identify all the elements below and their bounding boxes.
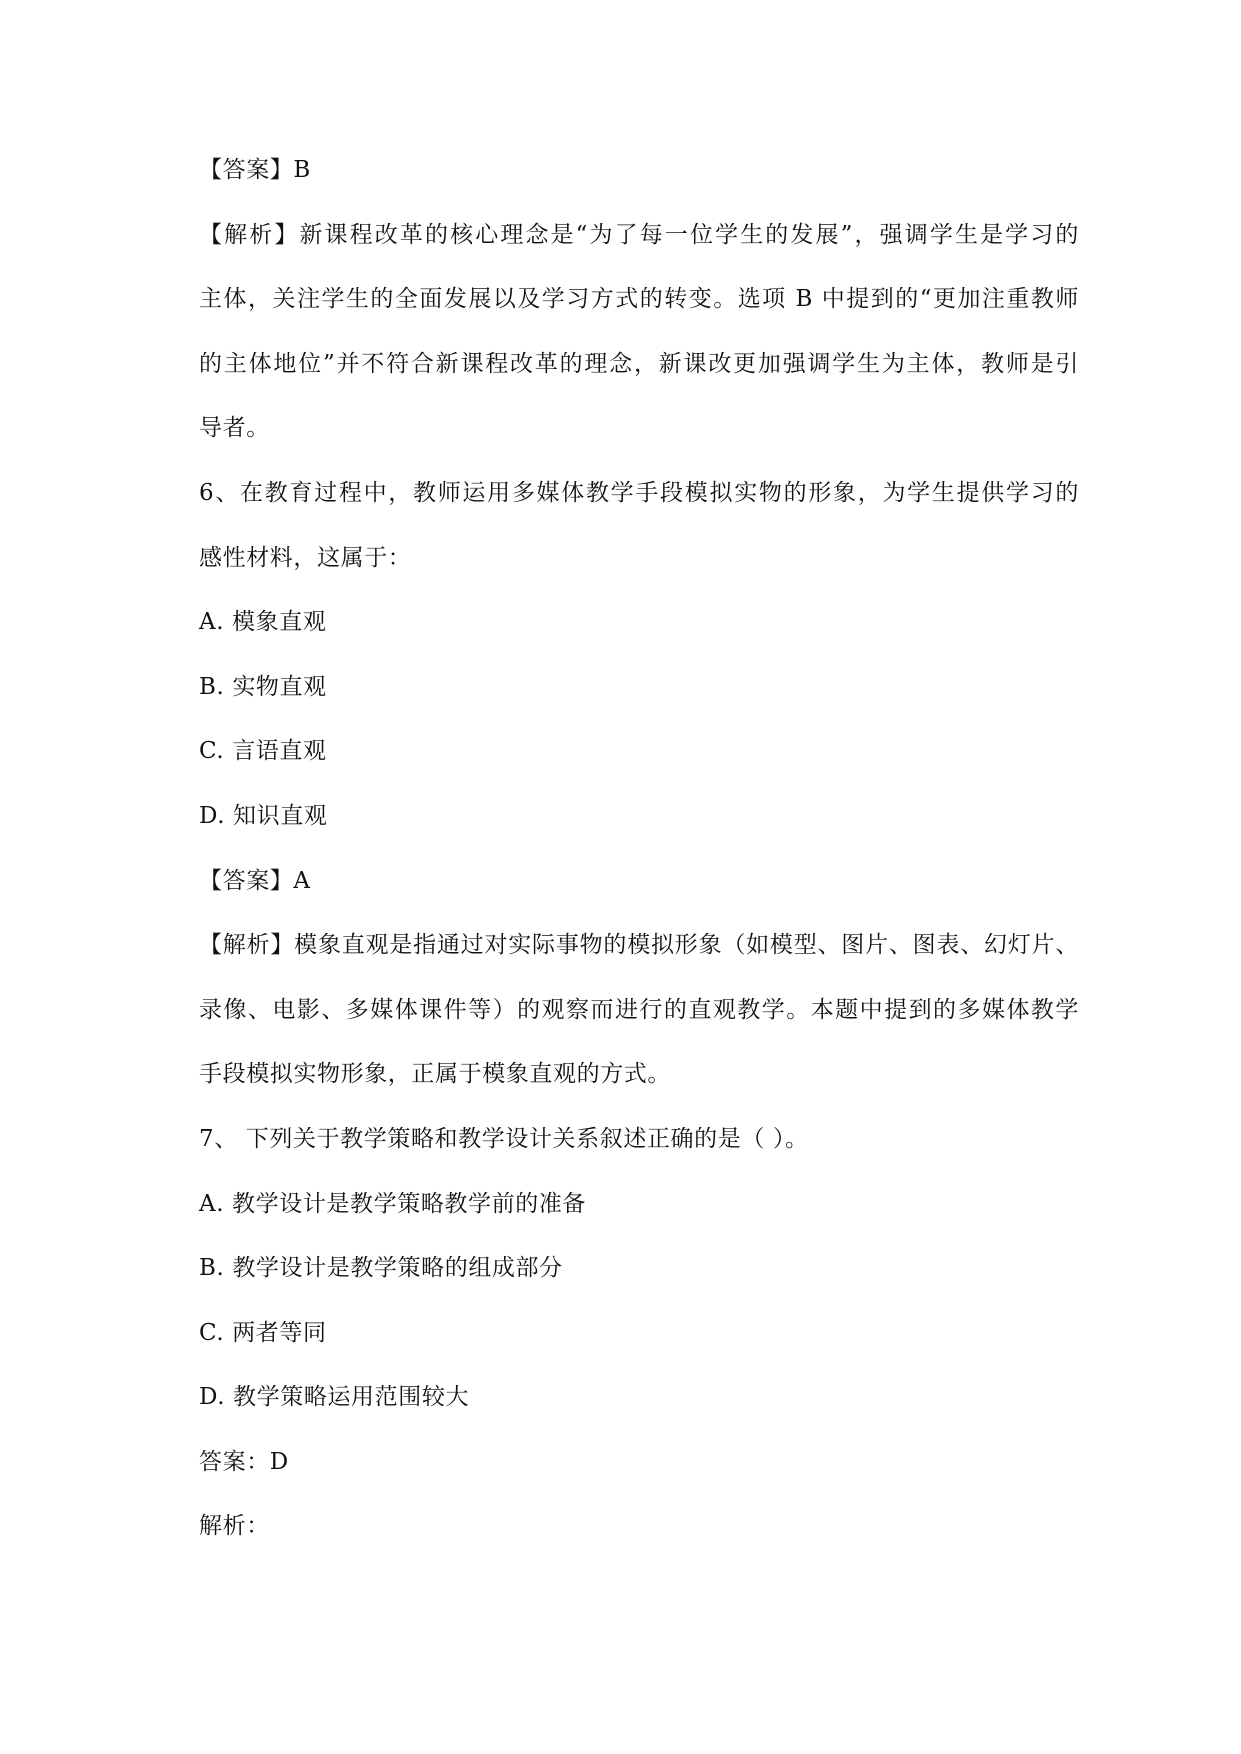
question-7-option-c: C. 两者等同 bbox=[199, 1319, 327, 1346]
question-6-line-2: 感性材料，这属于： bbox=[199, 544, 412, 571]
answer-7: 答案：D bbox=[199, 1448, 289, 1475]
analysis-5-line-4: 导者。 bbox=[199, 415, 270, 442]
analysis-5-line-2: 主体，关注学生的全面发展以及学习方式的转变。选项 B 中提到的“更加注重教师 bbox=[199, 286, 1079, 313]
answer-6: 【答案】A bbox=[199, 867, 311, 894]
analysis-6-line-1: 【解析】模象直观是指通过对实际事物的模拟形象（如模型、图片、图表、幻灯片、 bbox=[199, 932, 1079, 959]
question-6-option-a: A. 模象直观 bbox=[199, 609, 327, 636]
analysis-5-line-1: 【解析】新课程改革的核心理念是“为了每一位学生的发展”，强调学生是学习的 bbox=[199, 221, 1079, 248]
question-7: 7、 下列关于教学策略和教学设计关系叙述正确的是（ ）。 bbox=[199, 1125, 809, 1152]
analysis-7: 解析： bbox=[199, 1513, 270, 1540]
analysis-5-line-3: 的主体地位”并不符合新课程改革的理念，新课改更加强调学生为主体，教师是引 bbox=[199, 350, 1079, 377]
question-6-option-d: D. 知识直观 bbox=[199, 802, 328, 829]
document-body bbox=[199, 138, 1079, 1559]
question-6-line-1: 6、在教育过程中，教师运用多媒体教学手段模拟实物的形象，为学生提供学习的 bbox=[199, 479, 1079, 506]
analysis-6-line-3: 手段模拟实物形象，正属于模象直观的方式。 bbox=[199, 1061, 671, 1088]
question-7-option-d: D. 教学策略运用范围较大 bbox=[199, 1384, 470, 1411]
question-7-option-b: B. 教学设计是教学策略的组成部分 bbox=[199, 1255, 563, 1282]
analysis-6-line-2: 录像、电影、多媒体课件等）的观察而进行的直观教学。本题中提到的多媒体教学 bbox=[199, 996, 1079, 1023]
answer-5: 【答案】B bbox=[199, 157, 311, 183]
question-6-option-c: C. 言语直观 bbox=[199, 738, 327, 765]
question-6-option-b: B. 实物直观 bbox=[199, 673, 327, 700]
question-7-option-a: A. 教学设计是教学策略教学前的准备 bbox=[199, 1190, 587, 1217]
